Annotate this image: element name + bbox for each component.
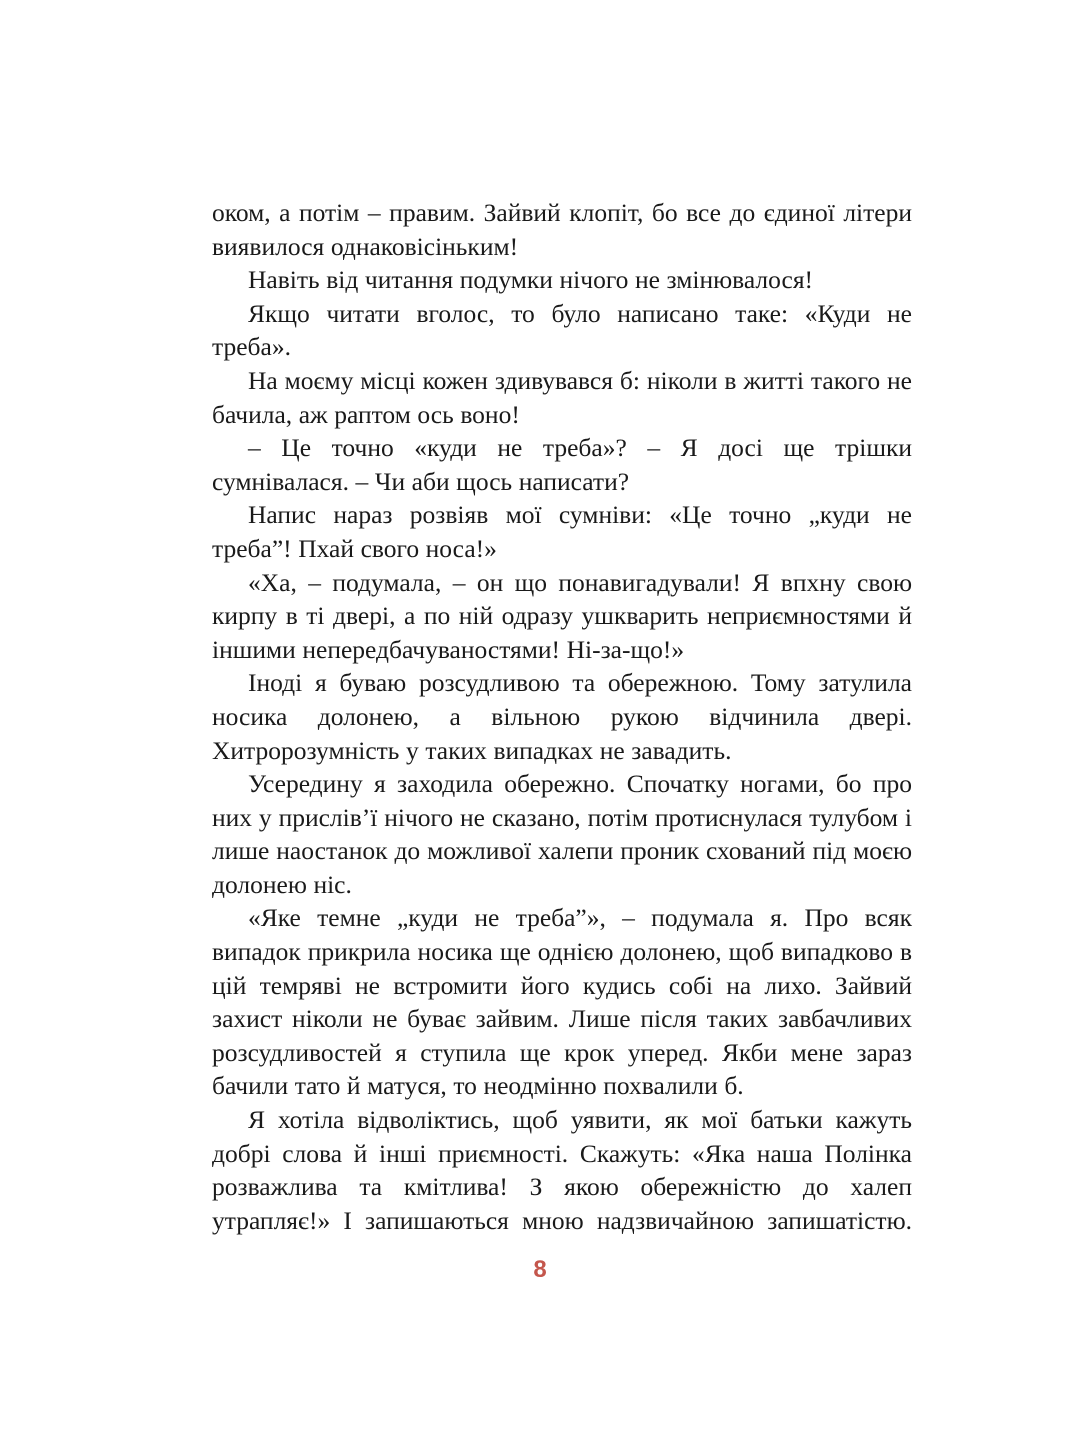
paragraph-kha: «Ха, – подумала, – он що понавигадували! Я впхну свою кирпу в ті двері, а по ній одразу ушкварить неприємностями й іншими непередбачуваностями! Ні-за-що!» bbox=[212, 567, 912, 664]
paragraph-yake-temne: «Яке темне „куди не треба”», – подумала я. Про всяк випадок прикрила носика ще однією долонею, щоб випадково в цій темряві не встромити його кудись собі на лихо. Зайвий захист ніколи не буває зайвим. Лише після таких завбачливих розсудливостей я ступила ще крок уперед. Якби мене зараз бачили тато й матуся, то неодмінно похвалили б. bbox=[212, 903, 912, 1101]
paragraph-inodi: Іноді я буваю розсудливою та обережною. Тому затулила носика долонею, а вільною рукою відчинила двері. Хитророзумність у таких випадках не завадить. bbox=[212, 668, 912, 765]
paragraph-useredynu: Усередину я заходила обережно. Спочатку ногами, бо про них у прислів’ї нічого не сказано, потім протиснулася тулубом і лише наостанок до можливої халепи проник схований під моєю долонею ніс. bbox=[212, 769, 912, 899]
paragraph-navit: Навіть від читання подумки нічого не змінювалося! bbox=[248, 265, 814, 295]
paragraph-ya-khotila: Я хотіла відволіктись, щоб уявити, як мої батьки кажуть добрі слова й інші приємності. Скажуть: «Яка наша Полінка розважлива та кмітлива! З якою обережністю до халеп утрапляє!» І запишаються мною надзвичайною запишатістю. bbox=[212, 1105, 912, 1235]
paragraph-dialogue: – Це точно «куди не треба»? – Я досі ще трішки сумнівалася. – Чи аби щось написати? bbox=[212, 433, 912, 496]
paragraph-napys: Напис нараз розвіяв мої сумніви: «Це точно „куди не треба”! Пхай свого носа!» bbox=[212, 500, 912, 563]
paragraph-yakshcho: Якщо читати вголос, то було написано таке: «Куди не треба». bbox=[212, 298, 912, 362]
page-number: 8 bbox=[533, 1256, 547, 1283]
paragraph-continuation: оком, а потім – правим. Зайвий клопіт, бо все до єдиної літери виявилося однаковісіньким! bbox=[212, 198, 912, 261]
page-text-body bbox=[212, 196, 912, 1237]
paragraph-na-moyemu: На моєму місці кожен здивувався б: ніколи в житті такого не бачила, аж раптом ось воно! bbox=[212, 365, 912, 429]
